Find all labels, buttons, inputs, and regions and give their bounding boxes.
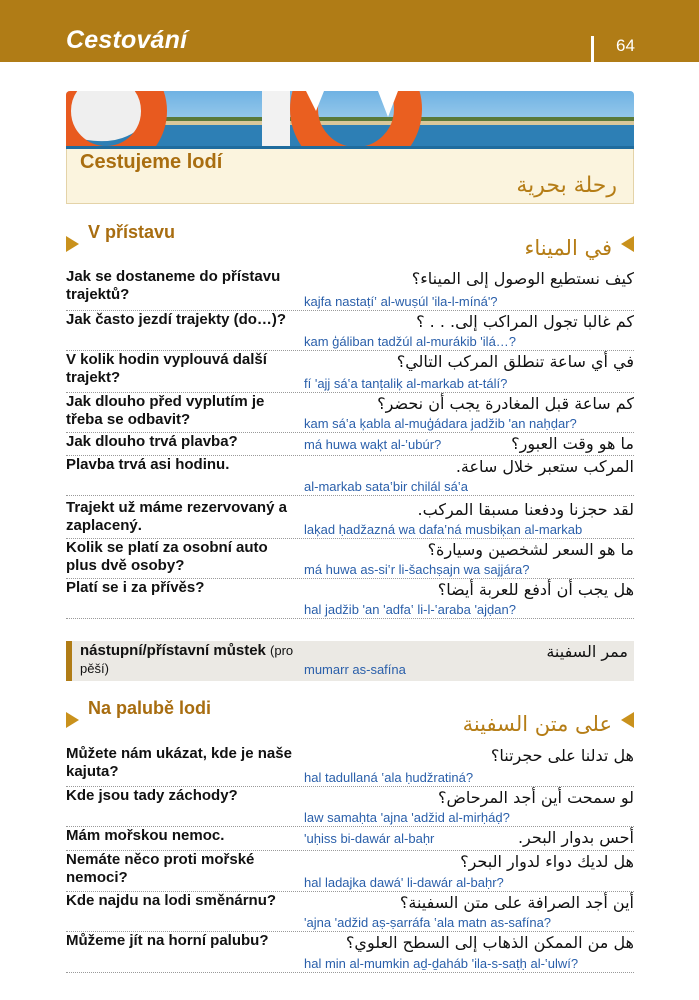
phrase-row [66, 268, 634, 311]
section-heading-onboard [66, 698, 634, 748]
phrase-transliteration: hal jadžib 'an 'adfa‛ li-l-‛araba 'ajḍan? [304, 602, 516, 617]
phrase-czech: Můžeme jít na horní palubu? [66, 932, 269, 949]
phrase-transliteration: kam sá‛a ķabla al-muģádara jadžib 'an naḥḍar? [304, 416, 577, 431]
page-number: 64 [616, 36, 635, 55]
phrase-czech: Jak dlouho před vyplutím je třeba se odbavit? [66, 393, 265, 428]
phrase-arabic: كيف نستطيع الوصول إلى الميناء؟ [411, 269, 634, 288]
phrase-list-harbour [66, 268, 634, 619]
phrase-row [66, 787, 634, 827]
phrase-row [66, 745, 634, 787]
glossary-transliteration: mumarr as-safína [304, 662, 406, 677]
phrase-transliteration: al-markab sata‛bir chilál sá‛a [304, 479, 469, 494]
phrase-transliteration: laķad ḥadžazná wa dafa‛ná musbiķan al-markab [304, 522, 583, 537]
phrase-arabic: كم غالبا تجول المراكب إلى. . . ؟ [416, 312, 634, 331]
section-heading-harbour [66, 222, 634, 272]
phrase-row [66, 579, 634, 619]
header-divider [591, 36, 594, 62]
glossary-term-czech: nástupní/přístavní můstek [80, 642, 266, 659]
triangle-right-icon [66, 236, 79, 252]
phrase-transliteration: kam ģáliban tadžúl al-murákib 'ilá…? [304, 334, 517, 349]
phrase-row [66, 433, 634, 456]
triangle-right-icon [66, 712, 79, 728]
phrase-arabic: أحس بدوار البحر. [517, 828, 634, 847]
phrase-transliteration: kajfa nastaṭí‛ al-wuṣúl 'ila-l-míná'? [304, 294, 498, 309]
phrase-arabic: المركب ستعبر خلال ساعة. [455, 457, 634, 476]
phrase-row [66, 496, 634, 539]
phrase-arabic: هل تدلنا على حجرتنا؟ [490, 746, 634, 765]
topic-box [66, 149, 634, 204]
phrase-czech: Kde najdu na lodi směnárnu? [66, 892, 277, 909]
phrase-row [66, 892, 634, 932]
phrase-row [66, 311, 634, 351]
phrase-transliteration: hal ladajka dawá' li-dawár al-baḥr? [304, 875, 504, 890]
phrase-transliteration: 'ajna 'adžid aṣ-ṣarráfa ‛ala matn as-safína? [304, 915, 552, 930]
phrase-arabic: لقد حجزنا ودفعنا مسبقا المركب. [417, 500, 634, 519]
phrase-arabic: ما هو وقت العبور؟ [511, 434, 634, 453]
phrase-row [66, 456, 634, 496]
phrase-czech: Jak dlouho trvá plavba? [66, 433, 238, 450]
phrase-czech: V kolik hodin vyplouvá další trajekt? [66, 351, 267, 386]
phrase-transliteration: hal min al-mumkin aḏ-ḏaháb 'ila-s-saṭḥ al-‛ulwí? [304, 956, 579, 971]
phrase-row [66, 393, 634, 433]
section-title: V přístavu [88, 222, 176, 242]
phrase-arabic: لو سمحت أين أجد المرحاض؟ [438, 788, 634, 807]
phrase-czech: Mám mořskou nemoc. [66, 827, 225, 844]
phrase-list-onboard [66, 745, 634, 973]
phrase-czech: Platí se i za přívěs? [66, 579, 205, 596]
glossary-box [66, 641, 634, 681]
glossary-accent-bar [66, 641, 72, 681]
phrase-transliteration: má huwa waķt al-‛ubúr? [304, 437, 442, 452]
phrase-czech: Trajekt už máme rezervovaný a zaplacený. [66, 499, 287, 534]
section-title-arabic: في الميناء [524, 236, 612, 260]
phrase-czech: Nemáte něco proti mořské nemoci? [66, 851, 255, 886]
phrase-row [66, 932, 634, 973]
glossary-note: (pro pěší) [80, 643, 294, 676]
phrase-transliteration: fí 'ajj sá‛a tanṭaliķ al-markab at-tálí? [304, 376, 508, 391]
section-title: Na palubě lodi [88, 698, 212, 718]
glossary-term [80, 642, 300, 678]
topic-title: Cestujeme lodí [80, 151, 223, 173]
phrase-arabic: هل لديك دواء لدوار البحر؟ [460, 852, 634, 871]
phrase-transliteration: law samaḥta 'ajna 'adžid al-mirḥáḍ? [304, 810, 510, 825]
phrase-arabic: هل من الممكن الذهاب إلى السطح العلوي؟ [345, 933, 634, 952]
phrase-row [66, 827, 634, 851]
phrase-arabic: في أي ساعة تنطلق المركب التالي؟ [396, 352, 634, 371]
lifebuoy-photo [66, 91, 634, 149]
phrase-czech: Můžete nám ukázat, kde je naše kajuta? [66, 745, 292, 780]
phrase-arabic: أين أجد الصرافة على متن السفينة؟ [399, 893, 634, 912]
chapter-title: Cestování [66, 26, 188, 54]
section-title-arabic: على متن السفينة [462, 712, 612, 736]
phrase-transliteration: 'uḥiss bi-dawár al-baḥr [304, 831, 435, 846]
phrase-czech: Jak často jezdí trajekty (do…)? [66, 311, 287, 328]
phrase-arabic: هل يجب أن أدفع للعربة أيضا؟ [437, 580, 634, 599]
topic-title-arabic: رحلة بحرية [516, 173, 617, 198]
phrase-transliteration: hal tadullaná ‛ala ḥudžratiná? [304, 770, 474, 785]
phrase-czech: Kde jsou tady záchody? [66, 787, 238, 804]
phrase-czech: Jak se dostaneme do přístavu trajektů? [66, 268, 281, 303]
phrase-arabic: كم ساعة قبل المغادرة يجب أن نحضر؟ [377, 394, 634, 413]
triangle-left-icon [621, 236, 634, 252]
phrase-row [66, 539, 634, 579]
triangle-left-icon [621, 712, 634, 728]
phrase-arabic: ما هو السعر لشخصين وسيارة؟ [427, 540, 634, 559]
phrase-transliteration: má huwa as-si‛r li-šachṣajn wa sajjára? [304, 562, 530, 577]
phrase-row [66, 351, 634, 393]
glossary-term-arabic: ممر السفينة [546, 642, 628, 661]
phrase-row [66, 851, 634, 892]
page-header [0, 0, 699, 62]
phrase-czech: Kolik se platí za osobní auto plus dvě osoby? [66, 539, 268, 574]
phrase-czech: Plavba trvá asi hodinu. [66, 456, 230, 473]
